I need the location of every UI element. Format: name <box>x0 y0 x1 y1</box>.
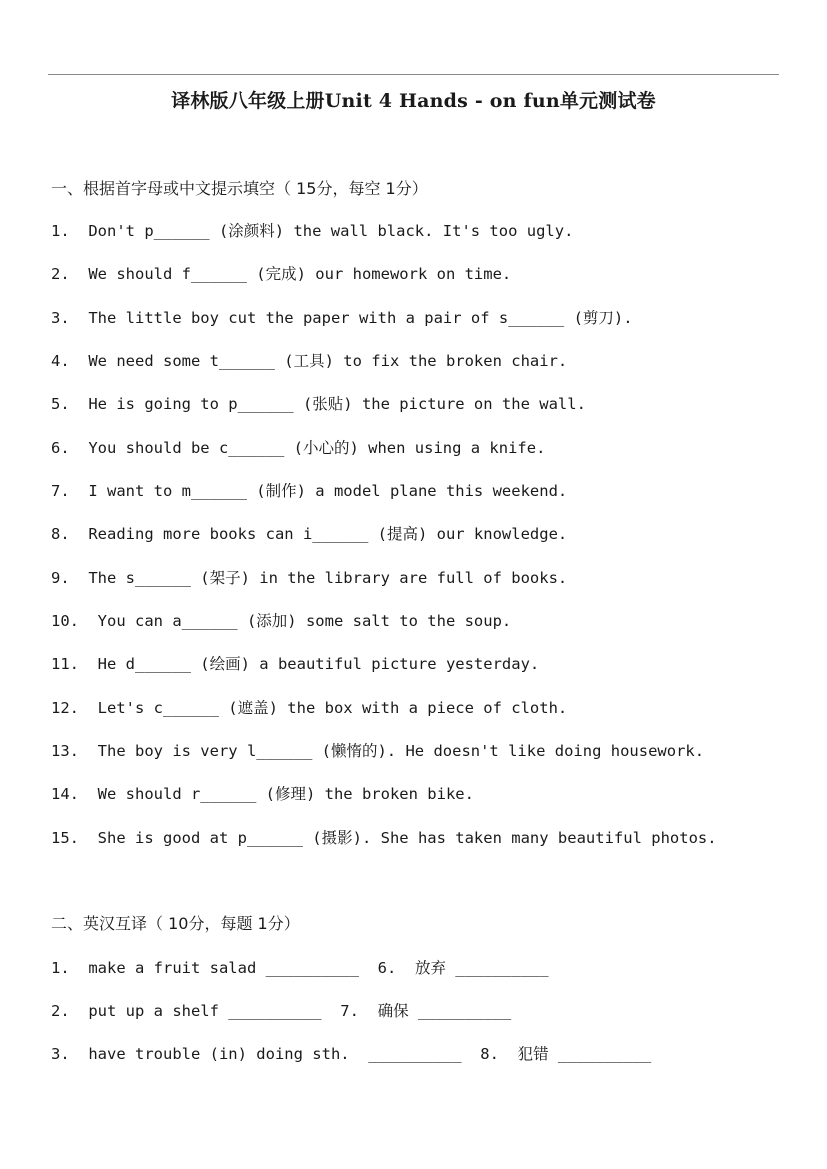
question-2: 2. We should f______ (完成) our homework on time. <box>51 265 512 283</box>
translation-row-1: 1. make a fruit salad __________ 6. 放弃 __________ <box>51 959 549 977</box>
question-12: 12. Let's c______ (遮盖) the box with a piece of cloth. <box>51 699 568 717</box>
question-4: 4. We need some t______ (工具) to fix the broken chair. <box>51 352 568 370</box>
question-6: 6. You should be c______ (小心的) when using a knife. <box>51 439 546 457</box>
question-8: 8. Reading more books can i______ (提高) our knowledge. <box>51 525 568 543</box>
section-1-heading: 一、根据首字母或中文提示填空（ 15分，每空 1分） <box>51 179 428 198</box>
header-rule <box>48 74 779 75</box>
question-7: 7. I want to m______ (制作) a model plane this weekend. <box>51 482 568 500</box>
section-2-heading: 二、英汉互译（ 10分，每题 1分） <box>51 914 300 933</box>
translation-row-3: 3. have trouble (in) doing sth. __________ 8. 犯错 __________ <box>51 1045 652 1063</box>
question-13: 13. The boy is very l______ (懒惰的). He doesn't like doing housework. <box>51 742 705 760</box>
question-5: 5. He is going to p______ (张贴) the picture on the wall. <box>51 395 586 413</box>
page-title: 译林版八年级上册Unit 4 Hands - on fun单元测试卷 <box>171 90 656 112</box>
question-9: 9. The s______ (架子) in the library are full of books. <box>51 569 568 587</box>
question-11: 11. He d______ (绘画) a beautiful picture yesterday. <box>51 655 540 673</box>
question-14: 14. We should r______ (修理) the broken bike. <box>51 785 474 803</box>
question-15: 15. She is good at p______ (摄影). She has taken many beautiful photos. <box>51 829 717 847</box>
translation-row-2: 2. put up a shelf __________ 7. 确保 __________ <box>51 1002 512 1020</box>
question-10: 10. You can a______ (添加) some salt to the soup. <box>51 612 512 630</box>
question-1: 1. Don't p______ (涂颜料) the wall black. It's too ugly. <box>51 222 574 240</box>
question-3: 3. The little boy cut the paper with a pair of s______ (剪刀). <box>51 309 633 327</box>
